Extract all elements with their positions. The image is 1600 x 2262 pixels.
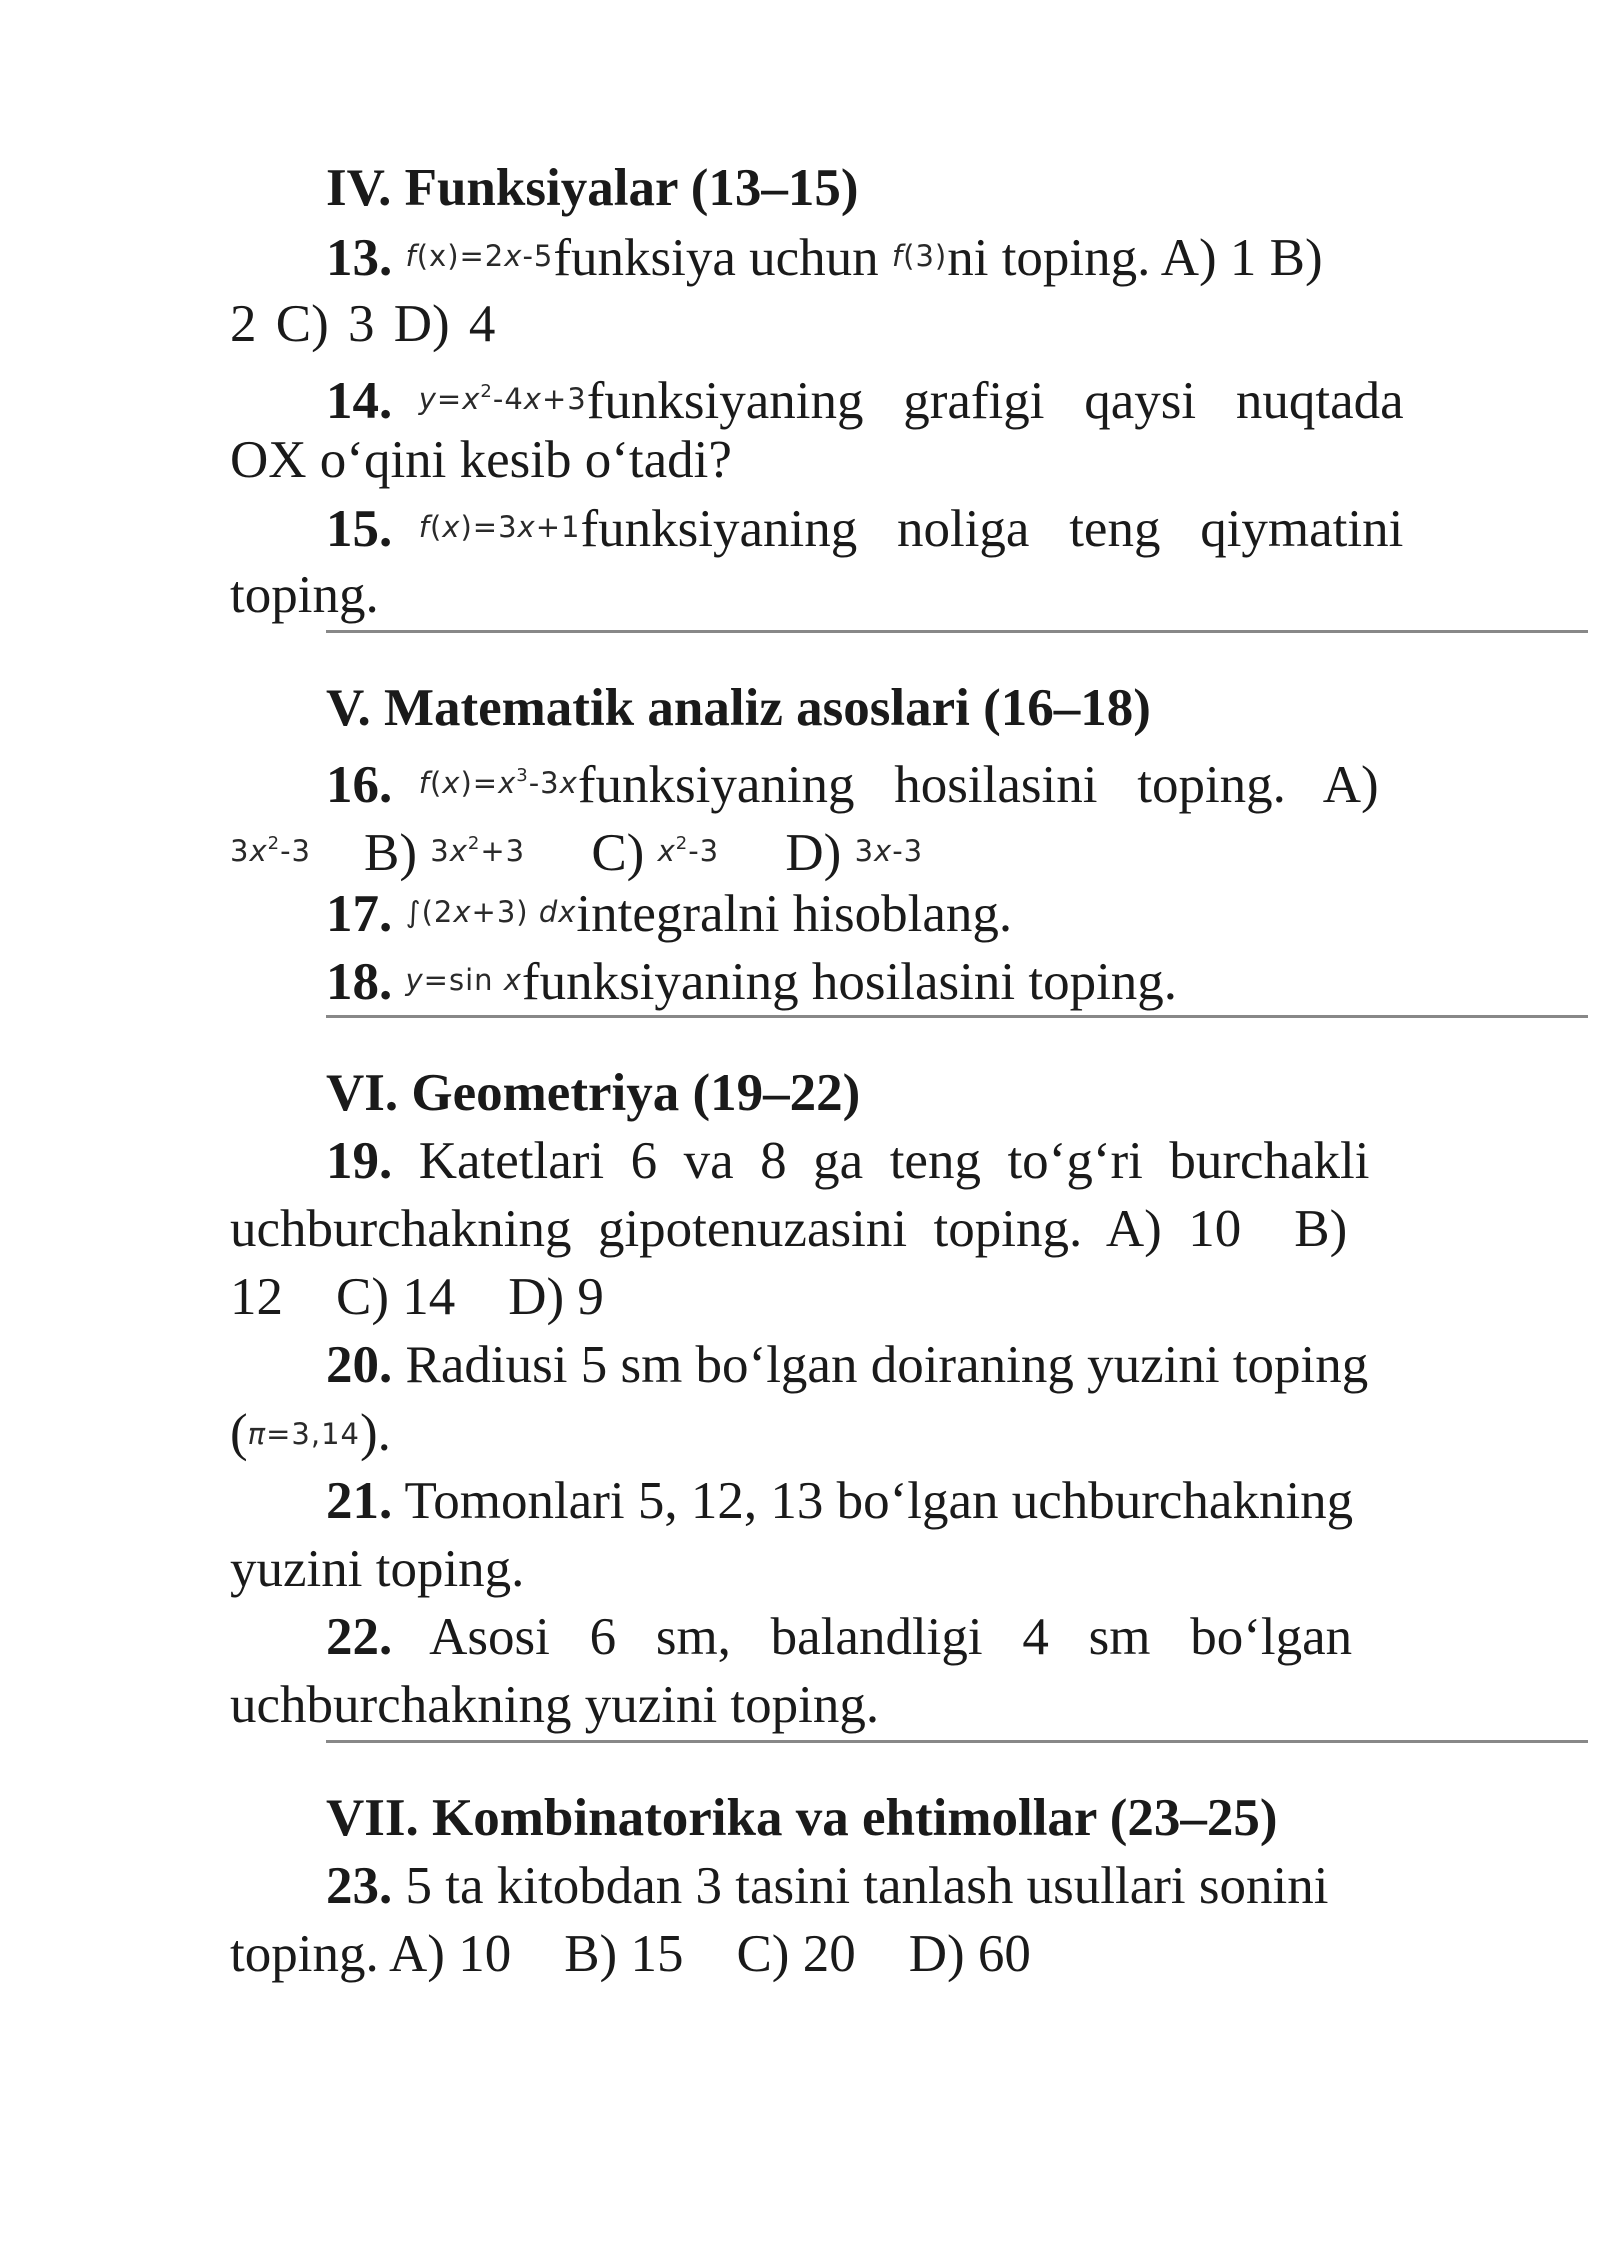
question-21-line-2: yuzini toping. [230, 1540, 525, 1598]
question-13-answers: 2 C) 3 D) 4 [230, 295, 496, 353]
question-text: funksiyaning hosilasini toping. [521, 953, 1178, 1011]
question-19-answers: 12 C) 14 D) 9 [230, 1268, 604, 1326]
question-15-line-2: toping. [230, 566, 379, 624]
question-text: integralni hisoblang. [576, 885, 1013, 943]
section-heading-vii: VII. Kombinatorika va ehtimollar (23–25) [326, 1789, 1278, 1847]
question-number: 16. [326, 756, 393, 814]
question-15-line-1 [326, 497, 1403, 559]
question-text: Katetlari 6 va 8 ga teng to‘g‘ri burchakli [418, 1132, 1370, 1190]
question-text: funksiyaning grafigi qaysi nuqtada [586, 372, 1404, 430]
question-number: 22. [326, 1608, 393, 1666]
question-16-answers [230, 814, 923, 883]
question-number: 23. [326, 1857, 393, 1915]
math-formula: $f(x)=x^3-3x$ [418, 765, 578, 800]
answer-b-formula: $3x^2+3$ [430, 833, 526, 868]
section-divider [326, 1015, 1588, 1018]
question-text: funksiyaning noliga teng qiymatini [580, 500, 1404, 558]
question-number: 14. [326, 372, 393, 430]
section-heading-iv: IV. Funksiyalar (13–15) [326, 159, 859, 217]
question-17-line-1 [326, 882, 1012, 944]
question-number: 13. [326, 229, 393, 287]
question-18-line-1 [326, 950, 1177, 1012]
math-formula: $y=x^2-4x+3$ [418, 381, 587, 416]
question-text: funksiya uchun [553, 229, 892, 287]
answer-c-label: C) [591, 824, 645, 882]
question-23-line-1 [326, 1856, 1328, 1916]
question-21-line-1 [326, 1471, 1353, 1531]
question-text: funksiyaning hosilasini toping. A) [577, 756, 1379, 814]
question-19-line-2: uchburchakning gipotenuzasini toping. A) 10 B) [230, 1200, 1348, 1258]
question-14-line-1 [326, 362, 1404, 431]
section-heading-vi: VI. Geometriya (19–22) [326, 1064, 861, 1122]
section-heading-v: V. Matematik analiz asoslari (16–18) [326, 679, 1151, 737]
question-number: 21. [326, 1472, 393, 1530]
question-text: Tomonlari 5, 12, 13 bo‘lgan uchburchakning [404, 1472, 1354, 1530]
section-divider [326, 630, 1588, 633]
math-formula: f(x)=2x-5 [405, 239, 554, 273]
question-number: 18. [326, 953, 393, 1011]
question-number: 15. [326, 500, 393, 558]
question-19-line-1 [326, 1131, 1370, 1191]
question-22-line-1 [326, 1607, 1352, 1667]
question-number: 19. [326, 1132, 393, 1190]
question-text: ni toping. A) 1 B) [947, 229, 1323, 287]
math-formula: y=sin x [405, 963, 522, 997]
question-14-line-2: OX o‘qini kesib o‘tadi? [230, 431, 732, 489]
section-divider [326, 1740, 1588, 1743]
question-text: 5 ta kitobdan 3 tasini tanlash usullari sonini [405, 1857, 1329, 1915]
question-text: Asosi 6 sm, balandligi 4 sm bo‘lgan [429, 1608, 1353, 1666]
math-formula: f(x)=3x+1 [418, 510, 581, 544]
question-20-line-2: (π=3,14). [230, 1404, 391, 1462]
answer-d-formula: 3x-3 [854, 834, 924, 868]
question-16-line-1 [326, 746, 1379, 815]
question-text: Radiusi 5 sm bo‘lgan doiraning yuzini toping [405, 1336, 1369, 1394]
question-22-line-2: uchburchakning yuzini toping. [230, 1676, 880, 1734]
question-13-line-1 [326, 226, 1323, 288]
answer-d-label: D) [785, 824, 842, 882]
answer-a-formula: $3x^2-3$ [230, 833, 311, 868]
answer-b-label: B) [364, 824, 417, 882]
question-number: 17. [326, 885, 393, 943]
math-formula: π=3,14 [247, 1417, 360, 1451]
math-formula: f(3) [891, 239, 948, 273]
answer-c-formula: $x^2-3$ [657, 833, 720, 868]
question-number: 20. [326, 1336, 393, 1394]
question-20-line-1 [326, 1335, 1368, 1395]
question-23-answers: toping. A) 10 B) 15 C) 20 D) 60 [230, 1925, 1031, 1983]
math-formula: ∫(2x+3) dx [405, 895, 577, 929]
